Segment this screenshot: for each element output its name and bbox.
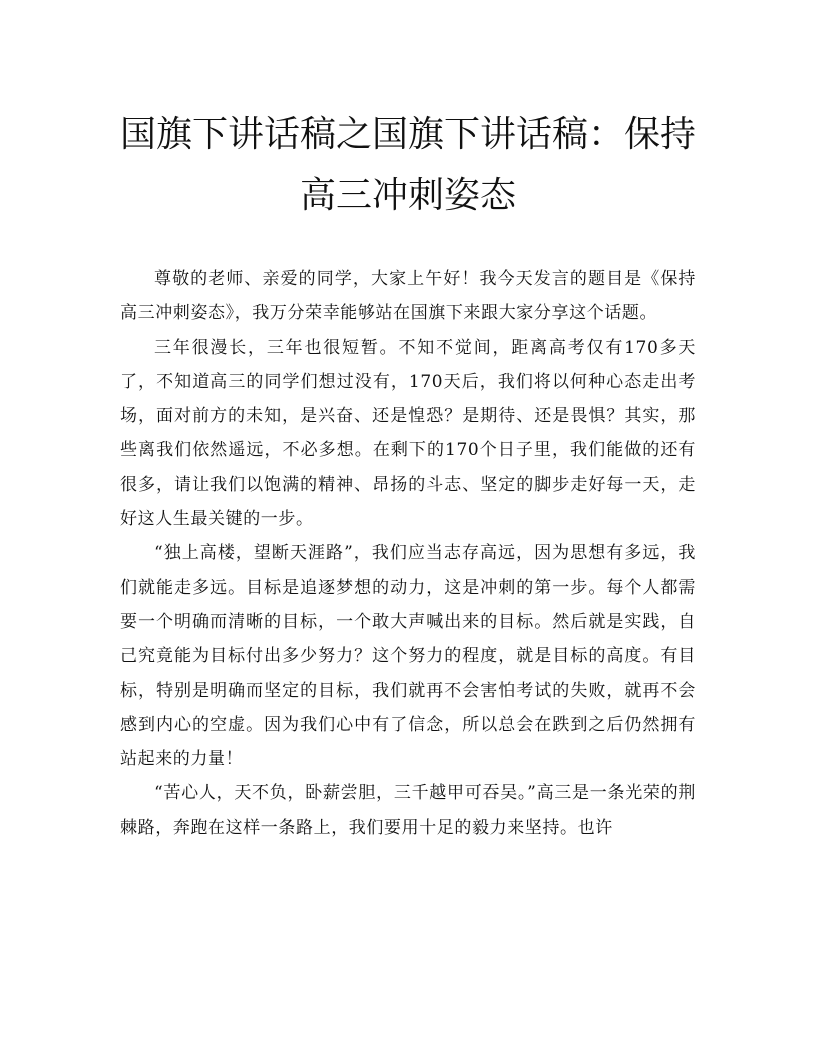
paragraph-countdown: 三年很漫长，三年也很短暂。不知不觉间，距离高考仅有170多天了，不知道高三的同学们想过没有，170天后，我们将以何种心态走出考场，面对前方的未知，是兴奋、还是惶恐？是期待、还是畏惧？其实，那些离我们依然遥远，不必多想。在剩下的170个日子里，我们能做的还有很多，请让我们以饱满的精神、昂扬的斗志、坚定的脚步走好每一天，走好这人生最关键的一步。 (120, 337, 696, 530)
document-title: 国旗下讲话稿之国旗下讲话稿：保持高三冲刺姿态 (119, 114, 696, 216)
paragraph-greeting: 尊敬的老师、亲爱的同学，大家上午好！我今天发言的题目是《保持高三冲刺姿态》，我万分荣幸能够站在国旗下来跟大家分享这个话题。 (120, 269, 696, 324)
paragraph-goals: “独上高楼，望断天涯路”，我们应当志存高远，因为思想有多远，我们就能走多远。目标是追逐梦想的动力，这是冲刺的第一步。每个人都需要一个明确而清晰的目标，一个敢大声喊出来的目标。然后就是实践，自己究竟能为目标付出多少努力？这个努力的程度，就是目标的高度。有目标，特别是明确而坚定的目标，我们就再不会害怕考试的失败，就再不会感到内心的空虚。因为我们心中有了信念，所以总会在跌到之后仍然拥有站起来的力量！ (120, 543, 696, 770)
document-body (120, 262, 696, 845)
paragraph-perseverance: “苦心人，天不负，卧薪尝胆，三千越甲可吞吴。”高三是一条光荣的荆棘路，奔跑在这样一条路上，我们要用十足的毅力来坚持。也许 (120, 783, 696, 838)
